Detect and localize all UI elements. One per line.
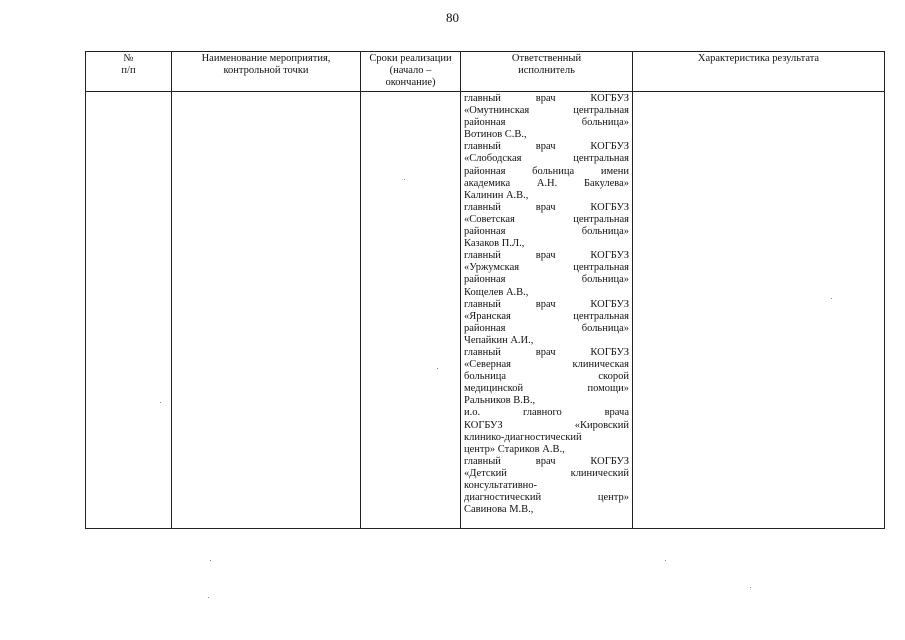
executor-line: «Уржумская центральная <box>464 262 629 274</box>
executor-line: «Слободская центральная <box>464 153 629 165</box>
scan-speck <box>208 597 209 598</box>
executor-line: Кощелев А.В., <box>464 286 529 298</box>
executor-line: районная больница имени <box>464 165 629 177</box>
executor-line: медицинской помощи» <box>464 383 629 395</box>
executor-line: консультативно- <box>464 480 538 491</box>
plan-table <box>85 51 885 529</box>
header-responsible-executor: Ответственный исполнитель <box>461 52 633 92</box>
cell-responsible-executor <box>461 92 633 529</box>
scan-speck <box>750 587 751 588</box>
scan-speck <box>160 402 161 403</box>
executor-line: Калинин А.В., <box>464 189 529 201</box>
executor-line: клинико-диагностический <box>464 431 582 443</box>
header-event-name: Наименование мероприятия, контрольной точки <box>172 52 361 92</box>
executor-line: районная больница» <box>464 117 629 129</box>
executor-line: главный врач КОГБУЗ <box>464 346 629 358</box>
executor-line: «Советская центральная <box>464 213 629 225</box>
scan-speck <box>404 179 405 180</box>
executor-line: Ральников В.В., <box>464 395 536 407</box>
executor-line: академика А.Н. Бакулева» <box>464 177 629 189</box>
executor-line: «Детский клинический <box>464 467 629 479</box>
cell-number <box>86 92 172 529</box>
executor-line: главный врач КОГБУЗ <box>464 201 629 213</box>
executor-line: Вотинов С.В., <box>464 129 527 141</box>
executor-line: «Омутнинская центральная <box>464 105 629 117</box>
executor-line: больница скорой <box>464 371 629 383</box>
executor-line: главный врач КОГБУЗ <box>464 141 629 153</box>
executor-line: главный врач КОГБУЗ <box>464 298 629 310</box>
scan-speck <box>210 560 211 561</box>
executor-line: «Северная клиническая <box>464 359 629 371</box>
scan-speck <box>437 368 438 369</box>
scan-speck <box>831 298 832 299</box>
scan-speck <box>665 560 666 561</box>
page-number: 80 <box>446 10 459 25</box>
cell-event-name <box>172 92 361 529</box>
executor-list <box>461 92 632 516</box>
executor-line: Казаков П.Л., <box>464 238 525 250</box>
executor-line: Чепайкин А.И., <box>464 334 534 346</box>
header-result-characteristic: Характеристика результата <box>633 52 885 92</box>
executor-line: районная больница» <box>464 322 629 334</box>
executor-line: Савинова М.В., <box>464 504 534 516</box>
executor-line: КОГБУЗ «Кировский <box>464 419 629 431</box>
executor-line: и.о. главного врача <box>464 407 629 419</box>
header-implementation-period: Сроки реализации (начало – окончание) <box>361 52 461 92</box>
executor-line: главный врач КОГБУЗ <box>464 250 629 262</box>
executor-line: центр» Стариков А.В., <box>464 443 565 455</box>
executor-line: диагностический центр» <box>464 492 629 504</box>
header-number: № п/п <box>86 52 172 92</box>
header-row <box>86 52 885 92</box>
executor-line: главный врач КОГБУЗ <box>464 93 629 104</box>
executor-line: районная больница» <box>464 226 629 238</box>
table-row <box>86 92 885 529</box>
executor-line: районная больница» <box>464 274 629 286</box>
cell-result-characteristic <box>633 92 885 529</box>
executor-line: главный врач КОГБУЗ <box>464 455 629 467</box>
executor-line: «Яранская центральная <box>464 310 629 322</box>
cell-implementation-period <box>361 92 461 529</box>
